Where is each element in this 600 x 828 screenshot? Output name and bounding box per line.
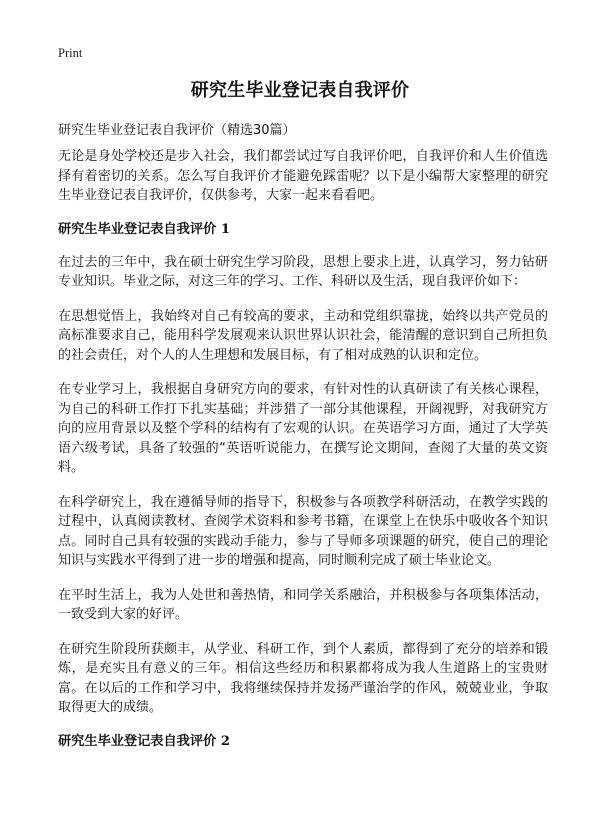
section-1-paragraph: 在科学研究上，我在遵循导师的指导下，积极参与各项教学科研活动，在教学实践的过程中，认真阅读教材、查阅学术资料和参考书籍，在课堂上在快乐中吸收各个知识点。同时自己具有较强的实践动手能力，参与了导师多项课题的研究，使自己的理论知识与实践水平得到了进一步的增强和提高，同时顺利完成了硕士毕业论文。 (58, 494, 548, 568)
section-1-paragraph: 在过去的三年中，我在硕士研究生学习阶段，思想上要求上进，认真学习，努力钻研专业知识。毕业之际，对这三年的学习、工作、科研以及生活，现自我评价如下： (58, 254, 548, 289)
section-1-paragraph: 在思想觉悟上，我始终对自己有较高的要求，主动和党组织靠拢，始终以共产党员的高标准要求自己，能用科学发展观来认识世界认识社会，能清醒的意识到自己所担负的社会责任，对个人的人生理想和发展目标，有了相对成熟的认识和定位。 (58, 308, 548, 363)
section-1-paragraph: 在研究生阶段所获颇丰，从学业、科研工作，到个人素质，都得到了充分的培养和锻炼，是充实且有意义的三年。相信这些经历和积累都将成为我人生道路上的宝贵财富。在以后的工作和学习中，我将继续保持并发扬严谨治学的作风，兢兢业业，争取取得更大的成绩。 (58, 641, 548, 715)
section-heading-2: 研究生毕业登记表自我评价 2 (58, 733, 231, 749)
document-body (58, 147, 548, 765)
section-1-paragraph: 在平时生活上，我为人处世和善热情，和同学关系融洽，并积极参与各项集体活动，一致受到大家的好评。 (58, 587, 548, 622)
intro-paragraph: 无论是身处学校还是步入社会，我们都尝试过写自我评价吧，自我评价和人生价值选择有着密切的关系。怎么写自我评价才能避免踩雷呢？以下是小编帮大家整理的研究生毕业登记表自我评价，仅供参考，大家一起来看看吧。 (58, 149, 548, 203)
page-title: 研究生毕业登记表自我评价 (190, 80, 410, 101)
section-1-paragraph: 在专业学习上，我根据自身研究方向的要求，有针对性的认真研读了有关核心课程，为自己的科研工作打下扎实基础；并涉猎了一部分其他课程，开阔视野，对我研究方向的应用背景以及整个学科的结构有了宏观的认识。在英语学习方面，通过了大学英语六级考试，具备了较强的“英语听说能力，在撰写论文期间，查阅了大量的英文资料。 (58, 382, 548, 475)
section-heading-1: 研究生毕业登记表自我评价 1 (58, 221, 231, 237)
document-subtitle: 研究生毕业登记表自我评价（精选30篇） (58, 123, 296, 138)
print-link[interactable]: Print (58, 46, 83, 60)
